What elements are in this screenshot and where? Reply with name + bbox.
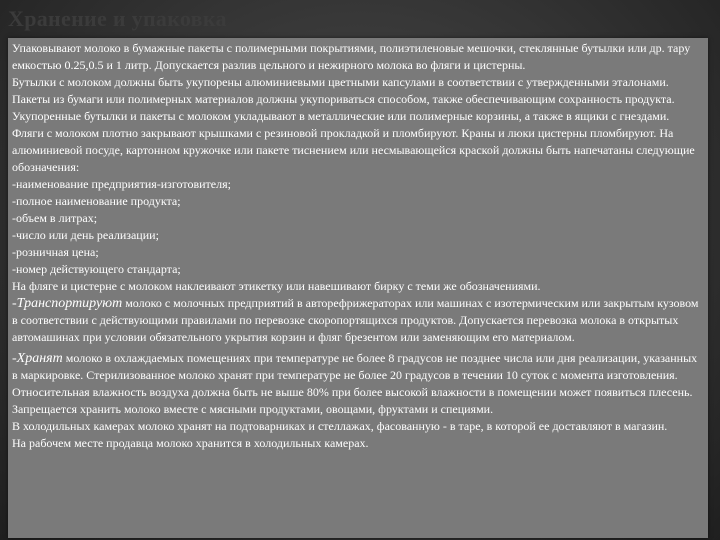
content-panel	[8, 38, 708, 538]
paragraph-storage	[12, 350, 704, 401]
list-item: -объем в литрах;	[12, 211, 98, 225]
list-item: -число или день реализации;	[12, 228, 159, 242]
storage-text: молоко в охлаждаемых помещениях при температуре не более 8 градусов не позднее числа или дня реализации, указанных в маркировке. Стерилизованное молоко хранят при температуре не более 20 градусов в течении 10 суток с момента изготовления. Относительная влажность воздуха должна быть не выше 80% при более высокой влажности в помещении может появиться плесень.	[12, 351, 698, 399]
paragraph-transport	[12, 295, 704, 346]
paragraph-labeling: Укупоренные бутылки и пакеты с молоком укладывают в металлические или полимерные корзины, а также в ящики с гнездами. Фляги с молоком плотно закрывают крышками с резиновой прокладкой и пломбируют. Краны и люки цистерны пломбируют. На алюминиевой посуде, картонном кружочке или пакете тиснением или несмывающейся краской должны быть напечатаны следующие обозначения:	[12, 109, 695, 174]
list-item: -номер действующего стандарта;	[12, 262, 181, 276]
paragraph-workplace: На рабочем месте продавца молоко хранится в холодильных камерах.	[12, 436, 369, 450]
slide-title: Хранение и упаковка	[8, 6, 227, 31]
paragraph-prohibition: Запрещается хранить молоко вместе с мясными продуктами, овощами, фруктами и специями.	[12, 402, 494, 416]
list-item: -розничная цена;	[12, 245, 99, 259]
storage-lead: -Хранят	[12, 351, 63, 366]
paragraph-cold-chambers: В холодильных камерах молоко хранят на подтоварниках и стеллажах, фасованную - в таре, в которой ее доставляют в магазин.	[12, 419, 668, 433]
list-item: -полное наименование продукта;	[12, 194, 181, 208]
paragraph-flask-label: На фляге и цистерне с молоком наклеивают этикетку или навешивают бирку с теми же обозначениями.	[12, 279, 541, 293]
paragraph-packaging: Упаковывают молоко в бумажные пакеты с полимерными покрытиями, полиэтиленовые мешочки, стеклянные бутылки или др. тару емкостью 0.25,0.5 и 1 литр. Допускается разлив цельного и нежирного молока во фляги и цистерны.	[12, 41, 691, 72]
paragraph-bottles: Бутылки с молоком должны быть укупорены алюминиевыми цветными капсулами в соответствии с утвержденными эталонами. Пакеты из бумаги или полимерных материалов должны укупориваться способом, также обеспечивающим сохранность продукта.	[12, 75, 675, 106]
list-item: -наименование предприятия-изготовителя;	[12, 177, 231, 191]
transport-lead: -Транспортируют	[12, 296, 123, 311]
transport-text: молоко с молочных предприятий в авторефрижераторах или машинах с изотермическим или закрытым кузовом в соответствии с действующими правилами по перевозке скоропортящихся продуктов. Допускается перевозка молока в открытых автомашинах при условии обязательного укрытия корзин и фляг брезентом или заменяющим его материалом.	[12, 296, 699, 344]
